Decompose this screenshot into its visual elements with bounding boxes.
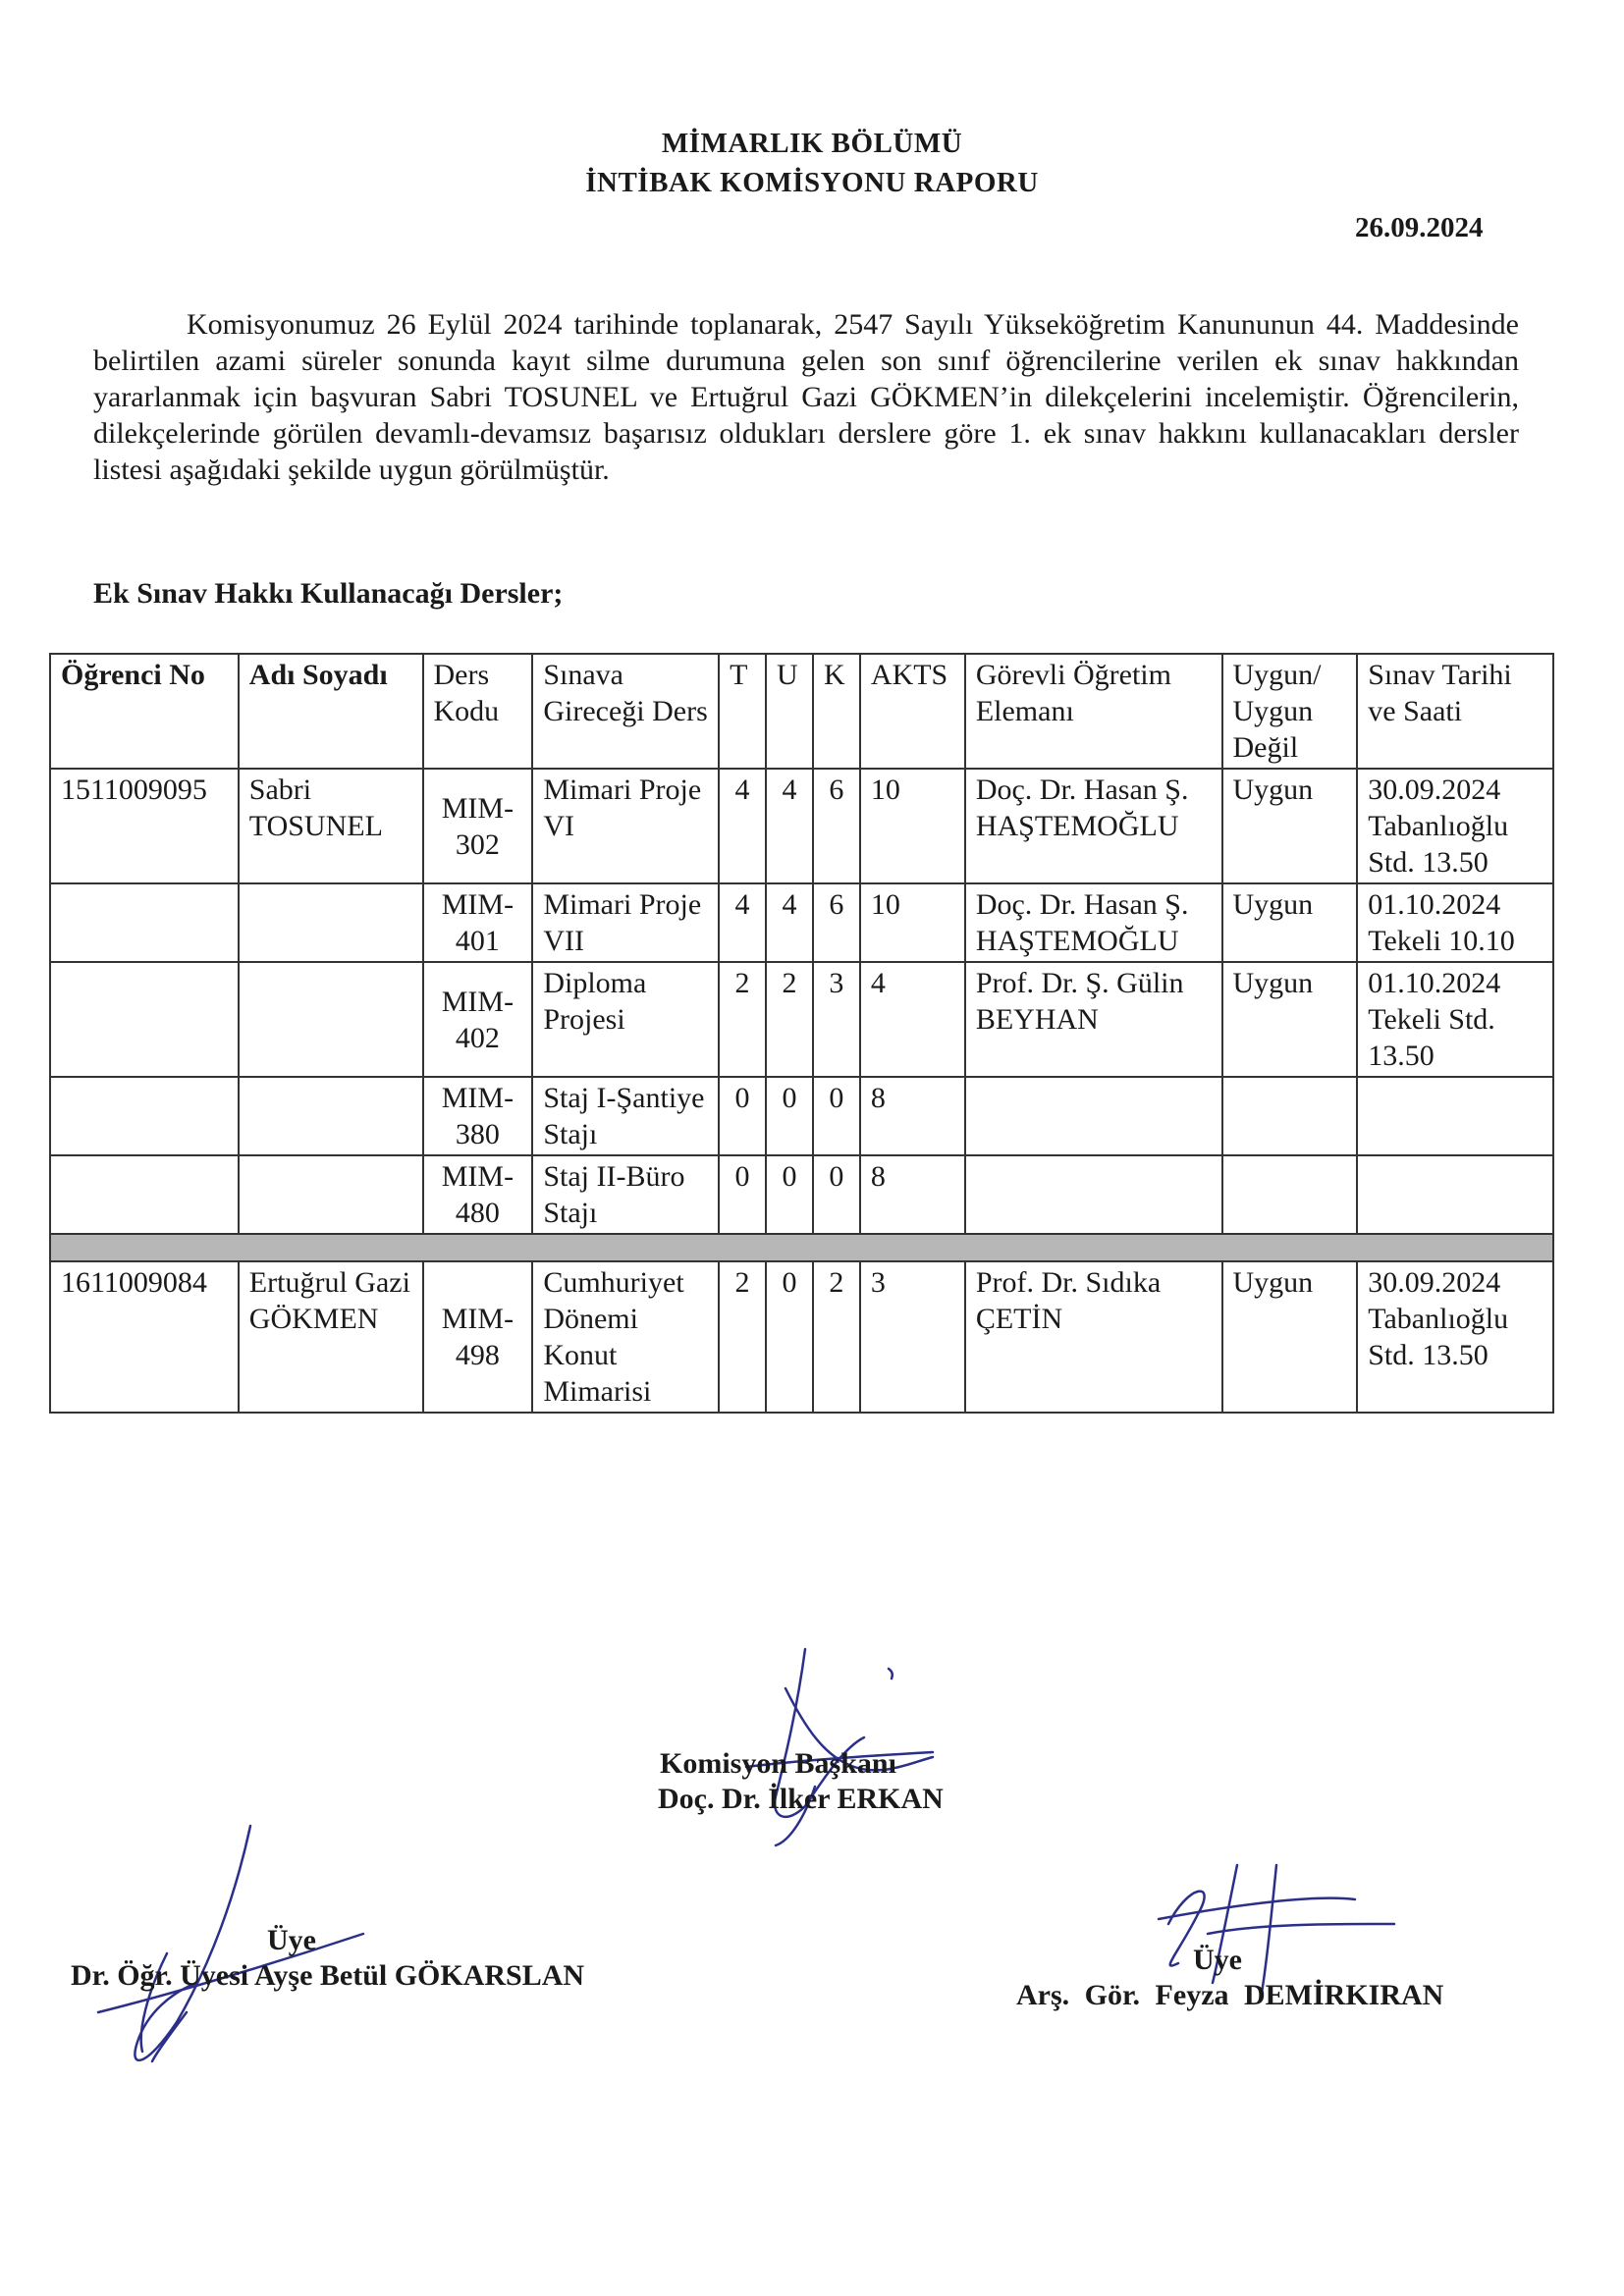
report-date: 26.09.2024 (1355, 212, 1484, 243)
report-title: İNTİBAK KOMİSYONU RAPORU (585, 167, 1039, 198)
t-cell: 2 (719, 1261, 766, 1413)
instructor-cell: Prof. Dr. Ş. Gülin BEYHAN (965, 962, 1222, 1077)
chair-name: Doç. Dr. İlker ERKAN (658, 1783, 944, 1815)
u-cell: 0 (766, 1077, 813, 1155)
u-cell: 0 (766, 1261, 813, 1413)
student-no-cell: 1611009084 (50, 1261, 239, 1413)
akts-cell: 3 (860, 1261, 965, 1413)
status-cell (1222, 1077, 1358, 1155)
status-cell: Uygun (1222, 769, 1358, 883)
table-row (50, 769, 1553, 883)
exam-cell (1357, 1077, 1553, 1155)
t-cell: 2 (719, 962, 766, 1077)
u-cell: 0 (766, 1155, 813, 1234)
instructor-cell (965, 1155, 1222, 1234)
k-cell: 6 (813, 769, 860, 883)
instructor-cell: Doç. Dr. Hasan Ş. HAŞTEMOĞLU (965, 883, 1222, 962)
course-name-cell: Staj II-Büro Stajı (532, 1155, 719, 1234)
course-code-cell: MIM-380 (423, 1077, 533, 1155)
t-cell: 0 (719, 1155, 766, 1234)
member1-name: Dr. Öğr. Üyesi Ayşe Betül GÖKARSLAN (71, 1959, 585, 1992)
header-student-no: Öğrenci No (50, 654, 239, 769)
table-separator-row (50, 1234, 1553, 1261)
k-cell: 6 (813, 883, 860, 962)
body-paragraph (93, 306, 1519, 488)
course-name-cell: Staj I-Şantiye Stajı (532, 1077, 719, 1155)
k-cell: 3 (813, 962, 860, 1077)
header-akts: AKTS (860, 654, 965, 769)
header-instructor: Görevli Öğretim Elemanı (965, 654, 1222, 769)
exam-cell (1357, 1155, 1553, 1234)
table-header-row (50, 654, 1553, 769)
course-code-cell: MIM-480 (423, 1155, 533, 1234)
t-cell: 0 (719, 1077, 766, 1155)
course-code-cell: MIM-402 (423, 962, 533, 1077)
instructor-cell: Prof. Dr. Sıdıka ÇETİN (965, 1261, 1222, 1413)
akts-cell: 8 (860, 1155, 965, 1234)
table-row (50, 1261, 1553, 1413)
body-paragraph-text: Komisyonumuz 26 Eylül 2024 tarihinde toplanarak, 2547 Sayılı Yükseköğretim Kanununun 44. Maddesinde belirtilen azami süreler sonunda kayıt silme durumuna gelen son sınıf öğrencilerine verilen ek sınav hakkından yararlanmak için başvuran Sabri TOSUNEL ve Ertuğrul Gazi GÖKMEN’in dilekçelerini incelemiştir. Öğrencilerin, dilekçelerinde görülen devamlı-devamsız başarısız oldukları derslere göre 1. ek sınav hakkını kullanacakları dersler listesi aşağıdaki şekilde uygun görülmüştür. (93, 308, 1519, 486)
section-heading: Ek Sınav Hakkı Kullanacağı Dersler; (93, 577, 564, 610)
table-row (50, 962, 1553, 1077)
table-row (50, 883, 1553, 962)
member1-role: Üye (267, 1924, 316, 1956)
student-name-cell: Ertuğrul Gazi GÖKMEN (239, 1261, 423, 1413)
akts-cell: 10 (860, 883, 965, 962)
status-cell: Uygun (1222, 883, 1358, 962)
course-name-cell: Mimari Proje VII (532, 883, 719, 962)
instructor-cell (965, 1077, 1222, 1155)
table-row (50, 1155, 1553, 1234)
t-cell: 4 (719, 769, 766, 883)
course-code-cell: MIM-401 (423, 883, 533, 962)
exam-cell: 01.10.2024 Tekeli 10.10 (1357, 883, 1553, 962)
k-cell: 2 (813, 1261, 860, 1413)
exam-cell: 30.09.2024 Tabanlıoğlu Std. 13.50 (1357, 1261, 1553, 1413)
status-cell: Uygun (1222, 1261, 1358, 1413)
header-course-code: Ders Kodu (423, 654, 533, 769)
instructor-cell: Doç. Dr. Hasan Ş. HAŞTEMOĞLU (965, 769, 1222, 883)
department-title: MİMARLIK BÖLÜMÜ (661, 128, 963, 159)
course-name-cell: Cumhuriyet Dönemi Konut Mimarisi (532, 1261, 719, 1413)
status-cell (1222, 1155, 1358, 1234)
course-code-cell: MIM-498 (423, 1261, 533, 1413)
header-course-name: Sınava Gireceği Ders (532, 654, 719, 769)
u-cell: 4 (766, 769, 813, 883)
course-name-cell: Mimari Proje VI (532, 769, 719, 883)
u-cell: 2 (766, 962, 813, 1077)
u-cell: 4 (766, 883, 813, 962)
header-u: U (766, 654, 813, 769)
member1-signature-block (71, 1924, 584, 1993)
chair-signature-block (658, 1747, 944, 1816)
courses-table (49, 653, 1554, 1414)
member2-signature-block (1016, 1944, 1443, 2012)
exam-cell: 01.10.2024 Tekeli Std. 13.50 (1357, 962, 1553, 1077)
student-name-cell: Sabri TOSUNEL (239, 769, 423, 883)
header-k: K (813, 654, 860, 769)
course-code-cell: MIM-302 (423, 769, 533, 883)
akts-cell: 4 (860, 962, 965, 1077)
k-cell: 0 (813, 1155, 860, 1234)
course-name-cell: Diploma Projesi (532, 962, 719, 1077)
member2-role: Üye (1193, 1944, 1242, 1976)
status-cell: Uygun (1222, 962, 1358, 1077)
chair-role: Komisyon Başkanı (660, 1747, 896, 1780)
header-status: Uygun/ Uygun Değil (1222, 654, 1358, 769)
t-cell: 4 (719, 883, 766, 962)
header-exam: Sınav Tarihi ve Saati (1357, 654, 1553, 769)
k-cell: 0 (813, 1077, 860, 1155)
header-t: T (719, 654, 766, 769)
exam-cell: 30.09.2024 Tabanlıoğlu Std. 13.50 (1357, 769, 1553, 883)
member2-name: Arş. Gör. Feyza DEMİRKIRAN (1016, 1979, 1444, 2011)
student-no-cell: 1511009095 (50, 769, 239, 883)
akts-cell: 8 (860, 1077, 965, 1155)
header-name: Adı Soyadı (239, 654, 423, 769)
table-row (50, 1077, 1553, 1155)
akts-cell: 10 (860, 769, 965, 883)
